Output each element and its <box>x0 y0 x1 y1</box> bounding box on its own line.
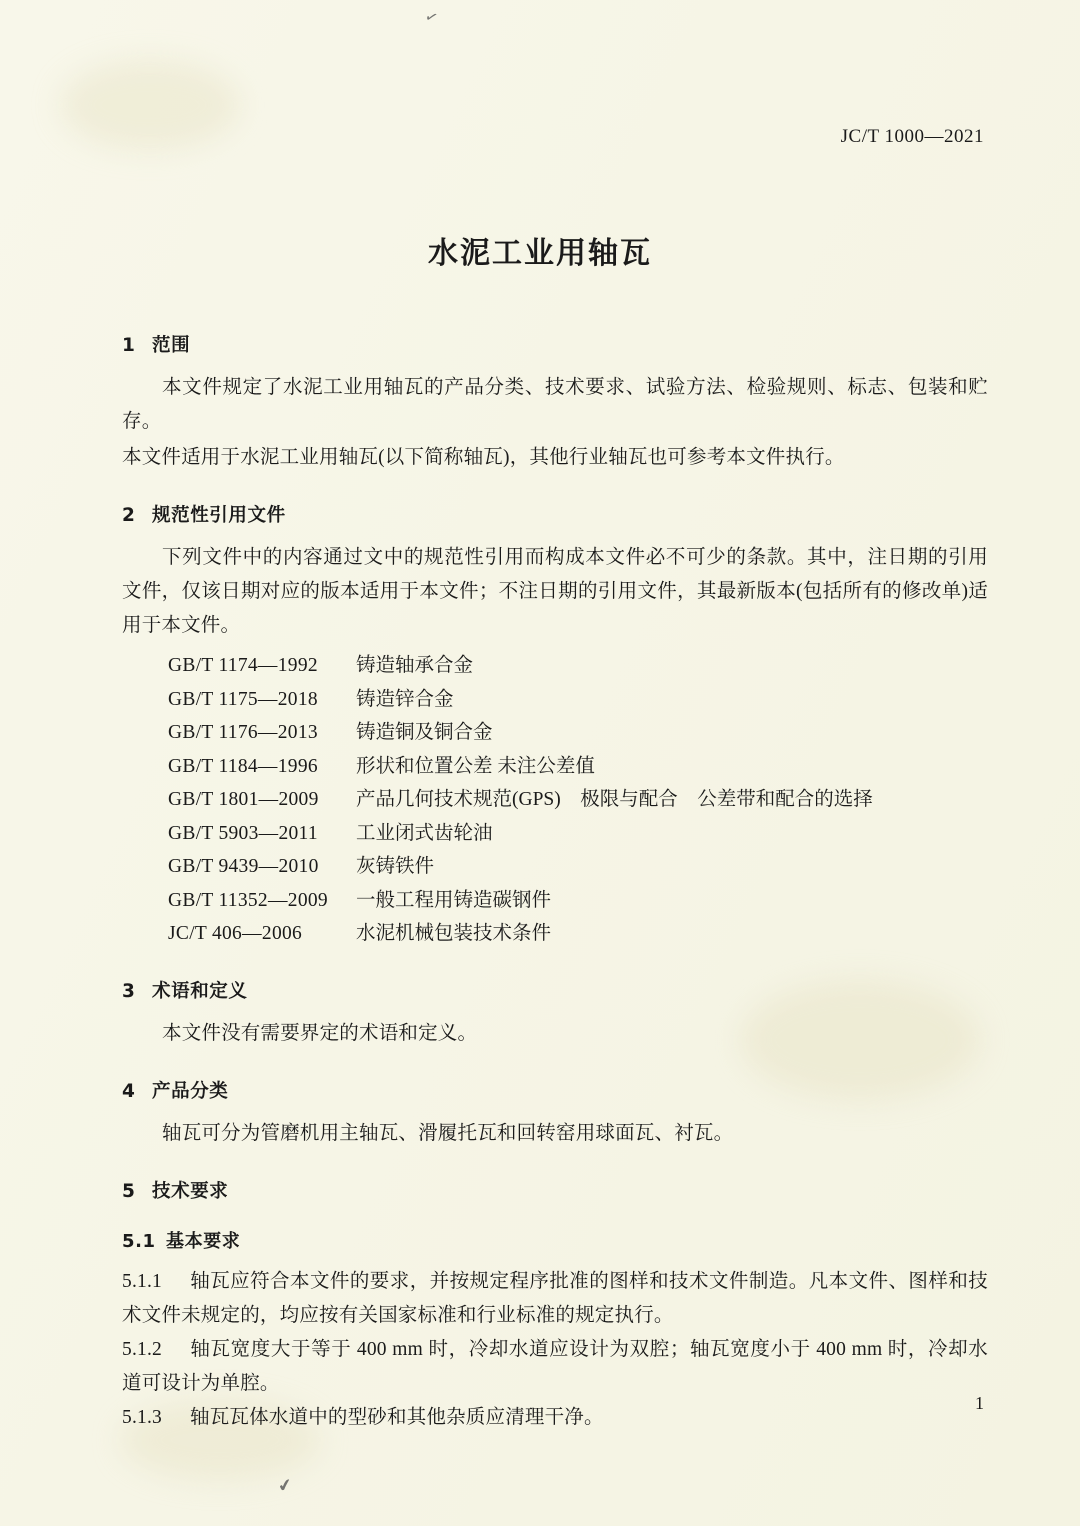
pen-mark-bottom: ✔ <box>276 1474 294 1497</box>
reference-name: 铸造锌合金 <box>356 688 454 710</box>
section-2-title: 规范性引用文件 <box>152 505 286 526</box>
clause-5-1-2 <box>122 1333 988 1401</box>
list-item <box>122 917 988 951</box>
section-3-title: 术语和定义 <box>152 980 248 1002</box>
document-content <box>122 305 988 1435</box>
section-2-paragraph-1: 下列文件中的内容通过文中的规范性引用而构成本文件必不可少的条款。其中，注日期的引用文件，仅该日期对应的版本适用于本文件；不注日期的引用文件，其最新版本(包括所有的修改单)适用于本文件。 <box>122 547 988 636</box>
subsection-5-1-title: 基本要求 <box>166 1230 241 1252</box>
reference-name: 铸造铜及铜合金 <box>356 722 493 743</box>
section-1-title: 范围 <box>152 335 191 356</box>
reference-code: GB/T 1801—2009 <box>168 789 319 810</box>
reference-name: 灰铸铁件 <box>356 856 435 877</box>
reference-name: 铸造轴承合金 <box>356 655 474 676</box>
section-1-paragraph-2: 本文件适用于水泥工业用轴瓦(以下简称轴瓦)，其他行业轴瓦也可参考本文件执行。 <box>122 447 845 468</box>
section-4-paragraph-1: 轴瓦可分为管磨机用主轴瓦、滑履托瓦和回转窑用球面瓦、衬瓦。 <box>162 1122 734 1144</box>
page-title: 水泥工业用轴瓦 <box>428 236 652 271</box>
section-3-number: 3 <box>122 980 136 1002</box>
section-1-paragraph-1: 本文件规定了水泥工业用轴瓦的产品分类、技术要求、试验方法、检验规则、标志、包装和贮存。 <box>122 377 988 432</box>
reference-code: GB/T 1175—2018 <box>168 688 318 710</box>
clause-text: 轴瓦应符合本文件的要求，并按规定程序批准的图样和技术文件制造。凡本文件、图样和技术文件未规定的，均应按有关国家标准和行业标准的规定执行。 <box>122 1270 988 1326</box>
reference-code: GB/T 5903—2011 <box>168 822 318 844</box>
reference-name: 水泥机械包装技术条件 <box>356 923 552 944</box>
section-3 <box>122 977 988 1051</box>
section-1 <box>122 331 988 475</box>
paper-blotch <box>60 60 240 150</box>
list-item <box>122 716 988 750</box>
clause-5-1-1 <box>122 1265 988 1333</box>
reference-code: GB/T 9439—2010 <box>168 856 319 877</box>
reference-code: GB/T 1184—1996 <box>168 755 318 777</box>
subsection-5-1-heading <box>122 1227 988 1253</box>
reference-code: GB/T 1176—2013 <box>168 722 318 743</box>
pen-mark-top: ✓ <box>422 8 440 28</box>
list-item <box>122 884 988 918</box>
section-2-heading <box>122 501 988 527</box>
section-4-heading <box>122 1077 988 1103</box>
list-item <box>122 649 988 683</box>
section-5-number: 5 <box>122 1180 136 1202</box>
list-item <box>122 683 988 717</box>
section-4-number: 4 <box>122 1080 136 1102</box>
list-item <box>122 850 988 884</box>
standard-code-header: JC/T 1000—2021 <box>840 126 984 147</box>
page-number: 1 <box>975 1393 984 1413</box>
clause-number: 5.1.3 <box>122 1406 162 1428</box>
clause-text: 轴瓦瓦体水道中的型砂和其他杂质应清理干净。 <box>190 1406 604 1428</box>
section-2 <box>122 501 988 951</box>
section-5-heading <box>122 1177 988 1203</box>
reference-code: GB/T 1174—1992 <box>168 655 318 676</box>
reference-name: 一般工程用铸造碳钢件 <box>356 889 552 911</box>
section-3-heading <box>122 977 988 1003</box>
section-5 <box>122 1177 988 1435</box>
section-3-paragraph-1: 本文件没有需要界定的术语和定义。 <box>162 1022 478 1044</box>
reference-name: 形状和位置公差 未注公差值 <box>356 755 595 777</box>
section-5-title: 技术要求 <box>152 1180 229 1202</box>
list-item <box>122 783 988 817</box>
reference-code: GB/T 11352—2009 <box>168 889 328 911</box>
clause-text: 轴瓦宽度大于等于 400 mm 时，冷却水道应设计为双腔；轴瓦宽度小于 400 mm 时，冷却水道可设计为单腔。 <box>122 1338 988 1394</box>
reference-name: 产品几何技术规范(GPS) 极限与配合 公差带和配合的选择 <box>356 789 873 810</box>
clause-number: 5.1.2 <box>122 1338 162 1360</box>
list-item <box>122 817 988 851</box>
clause-number: 5.1.1 <box>122 1270 162 1292</box>
reference-code: JC/T 406—2006 <box>168 923 303 944</box>
section-4 <box>122 1077 988 1151</box>
normative-references-list <box>122 649 988 951</box>
subsection-5-1-number: 5.1 <box>122 1230 156 1252</box>
clause-5-1-3 <box>122 1401 988 1435</box>
section-1-number: 1 <box>122 335 136 356</box>
list-item <box>122 750 988 784</box>
section-2-number: 2 <box>122 505 136 526</box>
reference-name: 工业闭式齿轮油 <box>356 822 493 844</box>
section-4-title: 产品分类 <box>152 1080 229 1102</box>
section-1-heading <box>122 331 988 357</box>
